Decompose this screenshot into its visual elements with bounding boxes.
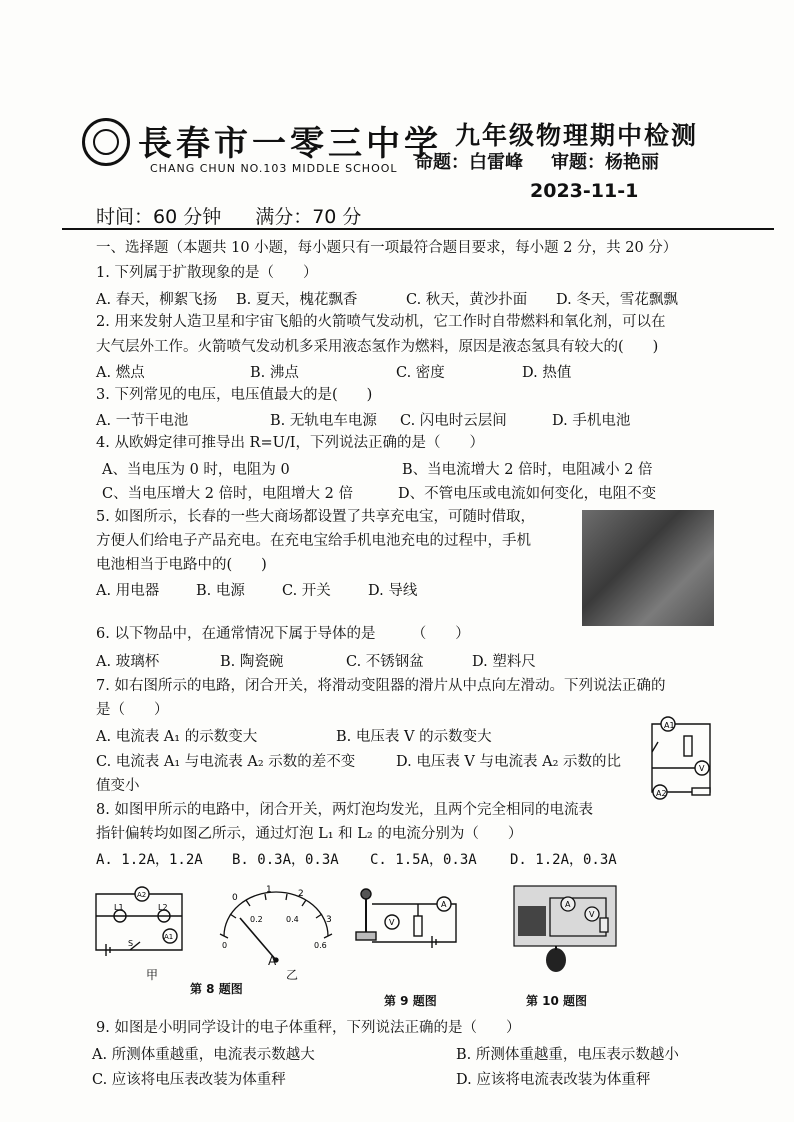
q3-option-a: A. 一节干电池 bbox=[96, 413, 189, 429]
q9-scale-circuit bbox=[352, 884, 472, 956]
header-divider bbox=[62, 228, 774, 230]
q7-option-a: A. 电流表 A₁ 的示数变大 bbox=[96, 729, 258, 745]
q1-option-c: C. 秋天，黄沙扑面 bbox=[406, 292, 528, 308]
q10-voltmeter-label: V bbox=[589, 910, 595, 919]
meter-tick-small-02: 0.2 bbox=[250, 915, 263, 924]
q4-option-d: D、不管电压或电流如何变化，电阻不变 bbox=[398, 486, 657, 502]
fig-label-jia: 甲 bbox=[146, 968, 159, 982]
q7-option-d-cont: 值变小 bbox=[96, 778, 140, 794]
exam-title: 九年级物理期中检测 bbox=[455, 121, 699, 150]
q2-stem-line2: 大气层外工作。火箭喷气发动机多采用液态氢作为燃料，原因是液态氢具有较大的( ) bbox=[96, 339, 659, 355]
q7-circuit-diagram bbox=[640, 712, 720, 804]
time-score-bar bbox=[96, 202, 361, 229]
q5-stem-line1: 5. 如图所示，长春的一些大商场都设置了共享充电宝，可随时借取， bbox=[96, 509, 535, 525]
exam-date: 2023-11-1 bbox=[530, 180, 639, 202]
power-bank-photo bbox=[582, 510, 714, 626]
q8-lamp-l1-label: L1 bbox=[114, 903, 124, 912]
school-name-cn: 長春市一零三中学 bbox=[138, 124, 442, 164]
q8-ammeter-dial-yi bbox=[210, 884, 340, 964]
q4-option-a: A、当电压为 0 时，电阻为 0 bbox=[102, 462, 290, 478]
q5-stem-line2: 方便人们给电子产品充电。在充电宝给手机电池充电的过程中，手机 bbox=[96, 533, 531, 549]
q2-option-b: B. 沸点 bbox=[250, 365, 299, 381]
meter-tick-small-04: 0.4 bbox=[286, 915, 299, 924]
meter-tick-big-1: 1 bbox=[266, 885, 272, 895]
q10-circuit-photo bbox=[510, 884, 620, 974]
caption-fig8: 第 8 题图 bbox=[190, 982, 243, 996]
q7-ammeter-a2-label: A2 bbox=[656, 789, 667, 798]
q2-option-d: D. 热值 bbox=[522, 365, 572, 381]
q8-stem-line2: 指针偏转均如图乙所示，通过灯泡 L₁ 和 L₂ 的电流分别为（ ） bbox=[96, 826, 523, 842]
exam-authors bbox=[415, 148, 659, 174]
full-score: 满分：70 分 bbox=[255, 206, 362, 228]
meter-tick-small-06: 0.6 bbox=[314, 941, 327, 950]
q5-option-c: C. 开关 bbox=[282, 583, 331, 599]
q1-stem: 1. 下列属于扩散现象的是（ ） bbox=[96, 265, 318, 281]
q2-option-a: A. 燃点 bbox=[96, 365, 145, 381]
q7-voltmeter-label: V bbox=[699, 764, 705, 773]
q9-stem: 9. 如图是小明同学设计的电子体重秤，下列说法正确的是（ ） bbox=[96, 1020, 521, 1036]
q7-ammeter-a1-label: A1 bbox=[664, 721, 675, 730]
q6-option-a: A. 玻璃杯 bbox=[96, 654, 160, 670]
q3-option-c: C. 闪电时云层间 bbox=[400, 413, 507, 429]
q6-stem: 6. 以下物品中，在通常情况下属于导体的是 （ ） bbox=[96, 626, 470, 642]
q4-stem: 4. 从欧姆定律可推导出 R=U/I，下列说法正确的是（ ） bbox=[96, 435, 484, 451]
q5-option-b: B. 电源 bbox=[196, 583, 245, 599]
q8-ammeter-a1-label: A1 bbox=[164, 933, 174, 941]
q7-stem-line2: 是（ ） bbox=[96, 702, 169, 718]
q3-stem: 3. 下列常见的电压，电压值最大的是( ) bbox=[96, 387, 373, 403]
school-logo-icon bbox=[82, 118, 130, 166]
q8-ammeter-a2-label: A2 bbox=[137, 891, 147, 899]
meter-unit: A bbox=[268, 954, 277, 968]
school-name-en: CHANG CHUN NO.103 MIDDLE SCHOOL bbox=[150, 162, 398, 175]
q1-option-d: D. 冬天，雪花飘飘 bbox=[556, 292, 678, 308]
exam-time: 时间：60 分钟 bbox=[96, 206, 222, 228]
q7-option-c: C. 电流表 A₁ 与电流表 A₂ 示数的差不变 bbox=[96, 754, 356, 770]
q1-option-b: B. 夏天，槐花飘香 bbox=[236, 292, 358, 308]
meter-tick-big-3: 3 bbox=[326, 915, 332, 925]
meter-tick-big-0: 0 bbox=[232, 893, 238, 903]
q9-option-c: C. 应该将电压表改装为体重秤 bbox=[92, 1072, 286, 1088]
q2-option-c: C. 密度 bbox=[396, 365, 445, 381]
q10-ammeter-label: A bbox=[565, 900, 571, 909]
q1-option-a: A. 春天，柳絮飞扬 bbox=[96, 292, 218, 308]
q9-option-b: B. 所测体重越重，电压表示数越小 bbox=[456, 1047, 679, 1063]
q8-option-c: C. 1.5A，0.3A bbox=[370, 852, 477, 868]
q9-option-a: A. 所测体重越重，电流表示数越大 bbox=[92, 1047, 315, 1063]
q4-option-b: B、当电流增大 2 倍时，电阻减小 2 倍 bbox=[402, 462, 653, 478]
q8-option-d: D. 1.2A，0.3A bbox=[510, 852, 617, 868]
fig-label-yi: 乙 bbox=[286, 968, 299, 982]
q2-stem-line1: 2. 用来发射人造卫星和宇宙飞船的火箭喷气发动机，它工作时自带燃料和氧化剂，可以在 bbox=[96, 314, 666, 330]
q8-switch-label: S bbox=[128, 939, 134, 948]
q6-option-b: B. 陶瓷碗 bbox=[220, 654, 284, 670]
q9-option-d: D. 应该将电流表改装为体重秤 bbox=[456, 1072, 651, 1088]
q4-option-c: C、当电压增大 2 倍时，电阻增大 2 倍 bbox=[102, 486, 353, 502]
setter: 命题：白雷峰 bbox=[415, 152, 523, 173]
q5-option-a: A. 用电器 bbox=[96, 583, 160, 599]
q3-option-b: B. 无轨电车电源 bbox=[270, 413, 377, 429]
section-heading: 一、选择题（本题共 10 小题，每小题只有一项最符合题目要求，每小题 2 分，共 20 分） bbox=[96, 240, 678, 256]
q3-option-d: D. 手机电池 bbox=[552, 413, 631, 429]
caption-fig9: 第 9 题图 bbox=[384, 994, 437, 1008]
q8-circuit-jia bbox=[90, 884, 190, 960]
reviewer: 审题：杨艳丽 bbox=[551, 152, 659, 173]
q9-ammeter-label: A bbox=[441, 900, 447, 909]
meter-tick-small-0: 0 bbox=[222, 941, 228, 950]
q8-stem-line1: 8. 如图甲所示的电路中，闭合开关，两灯泡均发光，且两个完全相同的电流表 bbox=[96, 802, 593, 818]
q5-stem-line3: 电池相当于电路中的( ) bbox=[96, 557, 267, 573]
q7-option-d: D. 电压表 V 与电流表 A₂ 示数的比 bbox=[396, 754, 622, 770]
q6-option-c: C. 不锈钢盆 bbox=[346, 654, 424, 670]
q7-stem-line1: 7. 如右图所示的电路，闭合开关，将滑动变阻器的滑片从中点向左滑动。下列说法正确的 bbox=[96, 678, 666, 694]
q8-option-a: A. 1.2A，1.2A bbox=[96, 852, 203, 868]
q5-option-d: D. 导线 bbox=[368, 583, 418, 599]
q9-voltmeter-label: V bbox=[389, 918, 395, 927]
caption-fig10: 第 10 题图 bbox=[526, 994, 588, 1008]
q7-option-b: B. 电压表 V 的示数变大 bbox=[336, 729, 492, 745]
q6-option-d: D. 塑料尺 bbox=[472, 654, 536, 670]
meter-tick-big-2: 2 bbox=[298, 889, 304, 899]
q8-lamp-l2-label: L2 bbox=[158, 903, 168, 912]
q8-option-b: B. 0.3A，0.3A bbox=[232, 852, 339, 868]
